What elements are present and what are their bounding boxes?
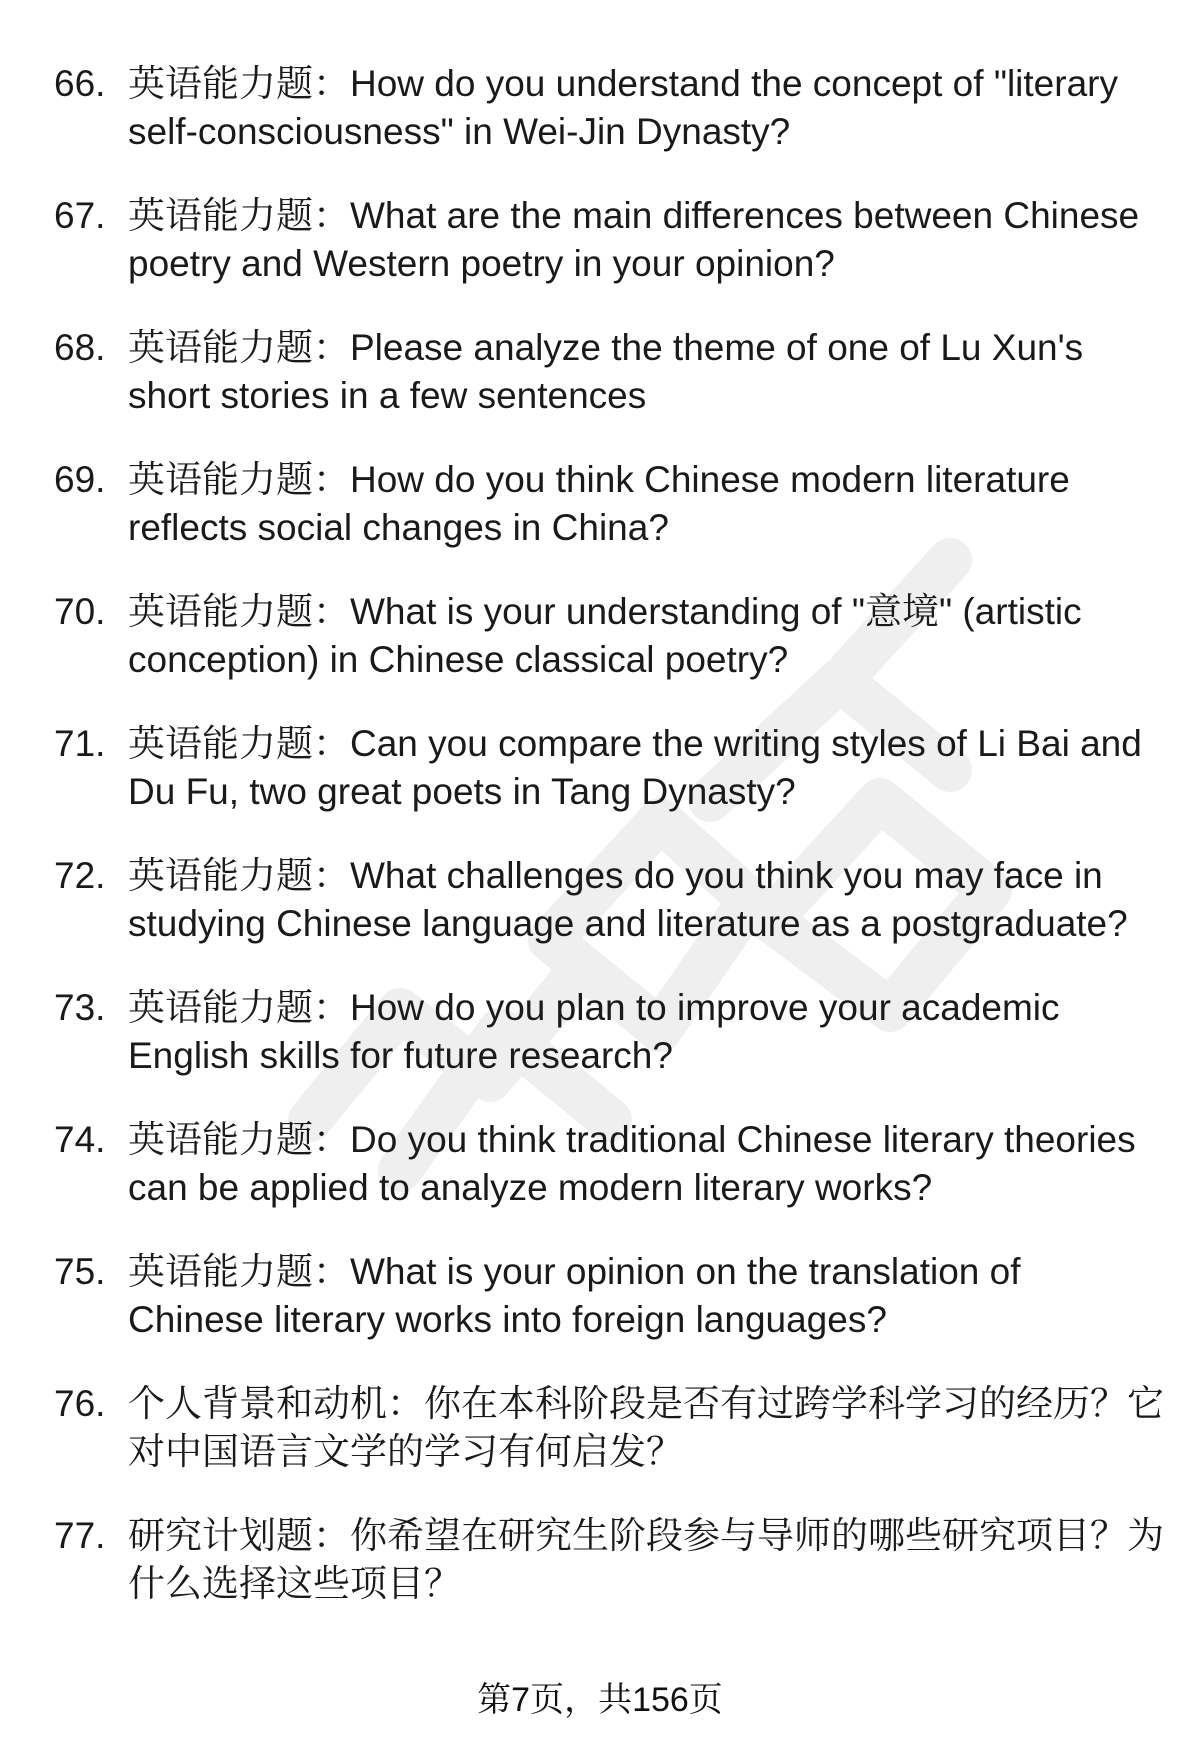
- question-number: 76.: [54, 1383, 106, 1424]
- question-number: 68.: [54, 327, 106, 368]
- question-number: 73.: [54, 987, 106, 1028]
- question-item: [54, 192, 1164, 288]
- question-text: 英语能力题：What is your understanding of "意境" (artistic conception) in Chinese classical poetry?: [128, 591, 1082, 680]
- question-item: [54, 984, 1164, 1080]
- question-text: 英语能力题：Can you compare the writing styles of Li Bai and Du Fu, two great poets in Tang Dynasty?: [128, 723, 1142, 812]
- question-item: [54, 60, 1164, 156]
- question-item: [54, 456, 1164, 552]
- question-text: 英语能力题：Please analyze the theme of one of Lu Xun's short stories in a few sentences: [128, 327, 1084, 416]
- question-item: [54, 1116, 1164, 1212]
- question-text: 个人背景和动机：你在本科阶段是否有过跨学科学习的经历？它对中国语言文学的学习有何启发？: [128, 1383, 1164, 1472]
- question-text: 英语能力题：How do you understand the concept of "literary self-consciousness" in Wei-Jin Dynasty?: [128, 63, 1118, 152]
- question-number: 75.: [54, 1251, 106, 1292]
- question-item: [54, 324, 1164, 420]
- question-number: 77.: [54, 1515, 106, 1556]
- question-text: 研究计划题：你希望在研究生阶段参与导师的哪些研究项目？为什么选择这些项目？: [128, 1515, 1164, 1604]
- page-number-label: 第7页，共156页: [477, 1681, 723, 1719]
- question-number: 67.: [54, 195, 106, 236]
- question-item: [54, 1512, 1164, 1608]
- question-text: 英语能力题：Do you think traditional Chinese literary theories can be applied to analyze modern literary works?: [128, 1119, 1136, 1208]
- question-number: 74.: [54, 1119, 106, 1160]
- question-text: 英语能力题：What challenges do you think you may face in studying Chinese language and literature as a postgraduate?: [128, 855, 1128, 944]
- question-text: 英语能力题：What is your opinion on the translation of Chinese literary works into foreign languages?: [128, 1251, 1021, 1340]
- question-number: 71.: [54, 723, 106, 764]
- question-item: [54, 1248, 1164, 1344]
- question-item: [54, 588, 1164, 684]
- question-number: 69.: [54, 459, 106, 500]
- question-item: [54, 852, 1164, 948]
- question-item: [54, 720, 1164, 816]
- question-number: 70.: [54, 591, 106, 632]
- question-text: 英语能力题：How do you plan to improve your academic English skills for future research?: [128, 987, 1060, 1076]
- page-footer: [0, 1680, 1200, 1720]
- question-number: 66.: [54, 63, 106, 104]
- question-list: [54, 60, 1164, 1644]
- question-item: [54, 1380, 1164, 1476]
- question-text: 英语能力题：What are the main differences between Chinese poetry and Western poetry in your opinion?: [128, 195, 1140, 284]
- question-text: 英语能力题：How do you think Chinese modern literature reflects social changes in China?: [128, 459, 1070, 548]
- question-number: 72.: [54, 855, 106, 896]
